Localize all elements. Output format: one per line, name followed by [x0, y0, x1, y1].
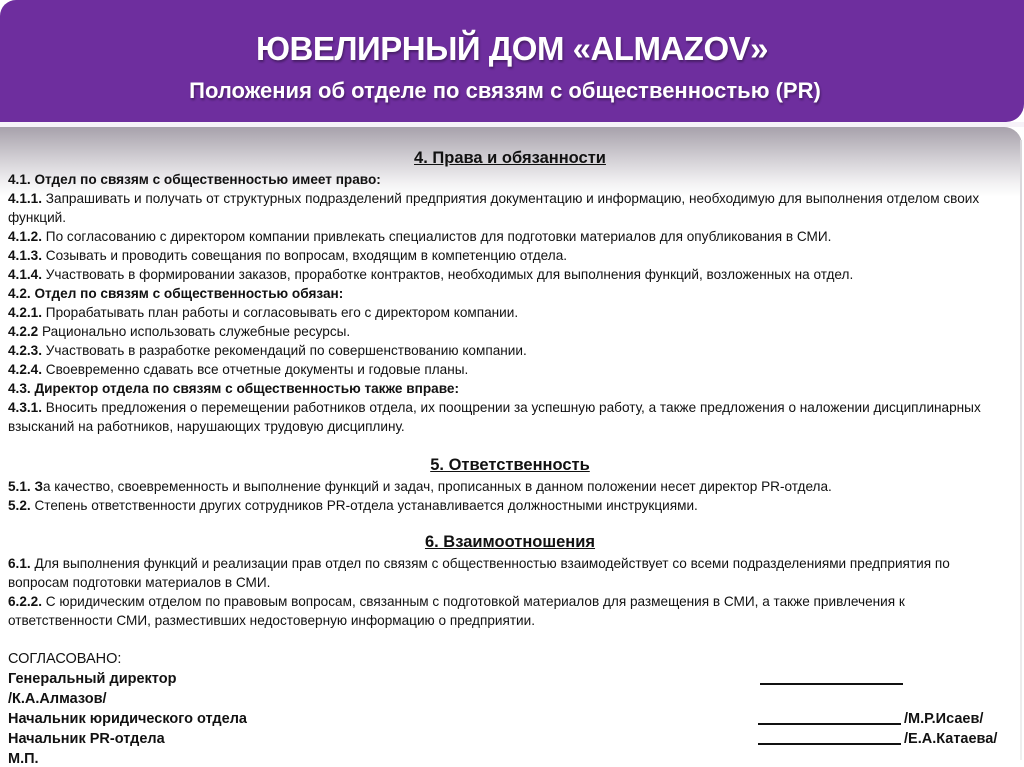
clause-text: Своевременно сдавать все отчетные документы и годовые планы.: [42, 362, 469, 377]
stamp-placeholder: М.П.: [8, 751, 39, 767]
clause: [8, 496, 1012, 515]
section-title-rights: 4. Права и обязанности: [414, 149, 606, 167]
clause: [8, 246, 1012, 265]
clause-heading: [8, 170, 1012, 189]
clause-text: Степень ответственности других сотрудников PR-отдела устанавливается должностными инструкциями.: [30, 498, 698, 513]
clause-text: а качество, своевременность и выполнение функций и задач, прописанных в данном положении несет директор PR-отдела.: [42, 479, 832, 494]
clause: [8, 554, 1012, 592]
spacer: [8, 436, 1012, 453]
approval-block: [8, 649, 1012, 767]
signature-row-legal-head: [8, 709, 1012, 729]
signature-row-general-director: [8, 669, 1012, 689]
clause: [8, 592, 1012, 630]
clause-text: Для выполнения функций и реализации прав отдел по связям с общественностью взаимодействует со всеми подразделениями предприятия по вопросам подготовки материалов в СМИ.: [8, 556, 950, 590]
clause: [8, 322, 1012, 341]
clause-number: 5.1. З: [8, 479, 43, 494]
signatory-name: /М.Р.Исаев/: [904, 711, 984, 727]
section-title-responsibility: 5. Ответственность: [430, 456, 590, 474]
clause-text: Вносить предложения о перемещении работников отдела, их поощрении за успешную работу, а также предложения о наложении дисциплинарных взысканий на работников, нарушающих трудовую дисциплину.: [8, 400, 981, 434]
clause-text: Созывать и проводить совещания по вопросам, входящим в компетенцию отдела.: [42, 248, 568, 263]
signatory-title: Начальник PR-отдела: [8, 731, 165, 747]
clause-text: Участвовать в формировании заказов, проработке контрактов, необходимых для выполнения функций, возложенных на отдел.: [42, 267, 854, 282]
clause-number: 4.2.1.: [8, 305, 43, 320]
clause-text: 4.2. Отдел по связям с общественностью обязан:: [8, 286, 344, 301]
clause-text: Рационально использовать служебные ресурсы.: [38, 324, 351, 339]
clause-text: 4.1. Отдел по связям с общественностью имеет право:: [8, 172, 381, 187]
section-title-relations: 6. Взаимоотношения: [424, 533, 596, 551]
signature-line: [758, 723, 901, 725]
clause-text: Прорабатывать план работы и согласовывать его с директором компании.: [42, 305, 519, 320]
clause-text: 4.3. Директор отдела по связям с общественностью также вправе:: [8, 381, 459, 396]
signatory-name: /Е.А.Катаева/: [904, 731, 998, 747]
clause-number: 6.2.2.: [8, 594, 43, 609]
clause-number: 4.1.4.: [8, 267, 43, 282]
clause-number: 4.1.1.: [8, 191, 43, 206]
signature-row-pr-head: [8, 729, 1012, 749]
approval-label: СОГЛАСОВАНО:: [8, 651, 122, 667]
clause-number: 4.2.4.: [8, 362, 43, 377]
document-subtitle: Положения об отделе по связям с общественностью (PR): [189, 78, 821, 103]
spacer: [8, 630, 1012, 649]
signature-line: [760, 683, 903, 685]
clause: [8, 227, 1012, 246]
clause-number: 4.1.2.: [8, 229, 43, 244]
clause-number: 5.2.: [8, 498, 31, 513]
clause: [8, 265, 1012, 284]
section-relations: [8, 554, 1012, 630]
clause-heading: [8, 379, 1012, 398]
clause: [8, 477, 1012, 496]
clause-text: С юридическим отделом по правовым вопросам, связанным с подготовкой материалов для размещения в СМИ, а также привлечения к ответственности СМИ, разместивших недостоверную информацию о предприятии.: [8, 594, 905, 628]
clause-text: Участвовать в разработке рекомендаций по совершенствованию компании.: [42, 343, 527, 358]
clause: [8, 303, 1012, 322]
clause-number: 4.1.3.: [8, 248, 43, 263]
clause: [8, 341, 1012, 360]
clause-heading: [8, 284, 1012, 303]
clause-number: 6.1.: [8, 556, 31, 571]
content-edge: [1020, 140, 1022, 760]
clause-number: 4.2.3.: [8, 343, 43, 358]
company-title: ЮВЕЛИРНЫЙ ДОМ «ALMAZOV»: [256, 30, 768, 67]
signature-line: [758, 743, 901, 745]
section-responsibility: [8, 477, 1012, 515]
signatory-title: Начальник юридического отдела: [8, 711, 247, 727]
clause-text: Запрашивать и получать от структурных подразделений предприятия документацию и информацию, необходимую для выполнения отделом своих функций.: [8, 191, 980, 225]
clause: [8, 189, 1012, 227]
document-body: [8, 146, 1012, 767]
clause-number: 4.3.1.: [8, 400, 43, 415]
clause-text: По согласованию с директором компании привлекать специалистов для подготовки материалов для опубликования в СМИ.: [42, 229, 832, 244]
clause: [8, 360, 1012, 379]
signatory-title: Генеральный директор: [8, 671, 177, 687]
clause: [8, 398, 1012, 436]
section-rights: [8, 170, 1012, 436]
signature-name-general-director: /К.А.Алмазов/: [8, 691, 107, 707]
clause-number: 4.2.2: [8, 324, 39, 339]
header-banner: [0, 0, 1024, 122]
spacer: [8, 515, 1012, 530]
